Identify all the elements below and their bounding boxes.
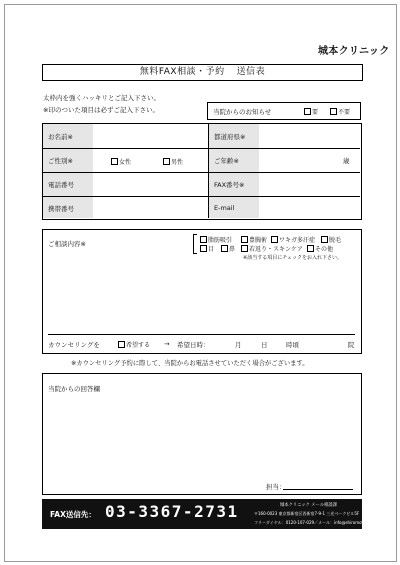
clinic-label: 院 <box>348 341 355 349</box>
checkbox-icon[interactable] <box>330 108 337 115</box>
phone-input[interactable] <box>93 173 208 196</box>
phone-label-cell <box>43 173 93 196</box>
notice-box <box>207 102 361 120</box>
checkbox-icon[interactable] <box>200 236 207 243</box>
age-label: ご年齢※ <box>214 157 239 165</box>
checkbox-icon[interactable] <box>118 341 125 348</box>
checkbox-icon[interactable] <box>241 245 248 252</box>
age-input[interactable] <box>259 149 360 172</box>
fax-form-page <box>4 4 397 562</box>
mobile-label: 携帯番号 <box>48 205 74 213</box>
gender-label: ご性別※ <box>48 157 73 165</box>
counsel-divider <box>48 334 355 335</box>
age-label-cell <box>209 149 259 172</box>
email-label-cell <box>209 197 259 218</box>
mobile-input[interactable] <box>93 197 208 218</box>
checkbox-icon[interactable] <box>241 236 248 243</box>
consultation-box <box>42 229 362 354</box>
counsel-note: ※カウンセリング予約に際して、当院からお電話させていただく場合がございます。 <box>71 360 309 367</box>
consult-option-nose[interactable]: 鼻 <box>221 244 235 253</box>
month-label: 月 <box>235 341 242 349</box>
email-label: E-mail <box>214 204 235 212</box>
day-label: 日 <box>261 341 268 349</box>
fax-input[interactable] <box>259 173 360 196</box>
mobile-label-cell <box>43 197 93 218</box>
footer-free-dial: フリーダイヤル：0120-107-029／メール：info@shiromoto.to <box>254 520 371 525</box>
phone-label: 電話番号 <box>48 181 74 189</box>
reply-box <box>42 373 362 495</box>
name-label-cell <box>43 124 93 148</box>
consult-option-rejuvenation[interactable]: 若返り・スキンケア <box>241 244 303 253</box>
prefecture-label-cell <box>209 124 259 148</box>
instruction-2: ※印のついた項目は必ずご記入下さい。 <box>43 106 159 114</box>
name-input[interactable] <box>93 124 208 148</box>
checkbox-icon[interactable] <box>221 245 228 252</box>
counseling-label: カウンセリングを <box>48 341 100 349</box>
consult-option-wakiga[interactable]: ワキガ多汗症 <box>271 235 315 244</box>
time-label: 時頃 <box>286 341 299 349</box>
fax-label: FAX番号※ <box>214 181 245 189</box>
form-title-sub: 送信表 <box>236 67 266 77</box>
consult-option-liposuction[interactable]: 脂肪吸引 <box>200 235 232 244</box>
checkbox-icon[interactable] <box>200 245 207 252</box>
footer-clinic-name: 城本クリニック メール相談課 <box>280 503 337 508</box>
gender-option-female[interactable]: 女性 <box>111 157 131 166</box>
checkbox-icon[interactable] <box>111 158 118 165</box>
age-unit: 歳 <box>343 157 350 165</box>
consult-option-other[interactable]: その他 <box>307 244 333 253</box>
email-input[interactable] <box>259 197 360 218</box>
consult-option-breast[interactable]: 豊胸術 <box>241 235 267 244</box>
clinic-logo: 城本クリニック <box>318 46 390 57</box>
fax-number: 03-3367-2731 <box>105 502 239 521</box>
responder-label: 担当： <box>266 483 286 491</box>
notice-label: 当院からのお知らせ <box>213 108 272 116</box>
checkbox-icon[interactable] <box>163 158 170 165</box>
gender-option-male[interactable]: 男性 <box>163 157 183 166</box>
checkbox-icon[interactable] <box>307 245 314 252</box>
counseling-option-request[interactable]: 希望する <box>118 340 150 349</box>
prefecture-input[interactable] <box>259 124 360 148</box>
form-title <box>42 64 363 81</box>
fax-destination-label: FAX送信先： <box>50 510 96 519</box>
personal-info-table <box>42 123 362 220</box>
consult-option-eye[interactable]: 目 <box>200 244 214 253</box>
checkbox-icon[interactable] <box>304 108 311 115</box>
gender-label-cell <box>43 149 93 172</box>
notice-option-not-required[interactable]: 不要 <box>330 107 350 116</box>
notice-option-required[interactable]: 要 <box>304 107 318 116</box>
date-label: 希望日時： <box>177 341 210 349</box>
instruction-1: 太枠内を強くハッキリとご記入下さい。 <box>43 94 160 102</box>
footer-banner <box>42 499 371 529</box>
reply-label: 当院からの回答欄 <box>48 385 100 393</box>
consult-text-area[interactable] <box>48 256 355 332</box>
name-label: お名前※ <box>48 133 73 141</box>
footer-address: 〒160-0023 東京都新宿区西新宿7-9-1 三光ベークビル5F <box>254 511 360 516</box>
consult-option-hair-removal[interactable]: 脱毛 <box>321 235 341 244</box>
responder-line <box>283 489 353 490</box>
options-bracket <box>193 234 197 254</box>
form-title-main: 無料FAX相談・予約 <box>139 67 225 77</box>
consult-note: ※該当する項目にチェックをお入れ下さい。 <box>243 255 343 261</box>
prefecture-label: 都道府県※ <box>214 133 246 141</box>
fax-label-cell <box>209 173 259 196</box>
checkbox-icon[interactable] <box>271 236 278 243</box>
consult-label: ご相談内容※ <box>48 240 86 248</box>
checkbox-icon[interactable] <box>321 236 328 243</box>
arrow-icon: → <box>164 340 170 348</box>
